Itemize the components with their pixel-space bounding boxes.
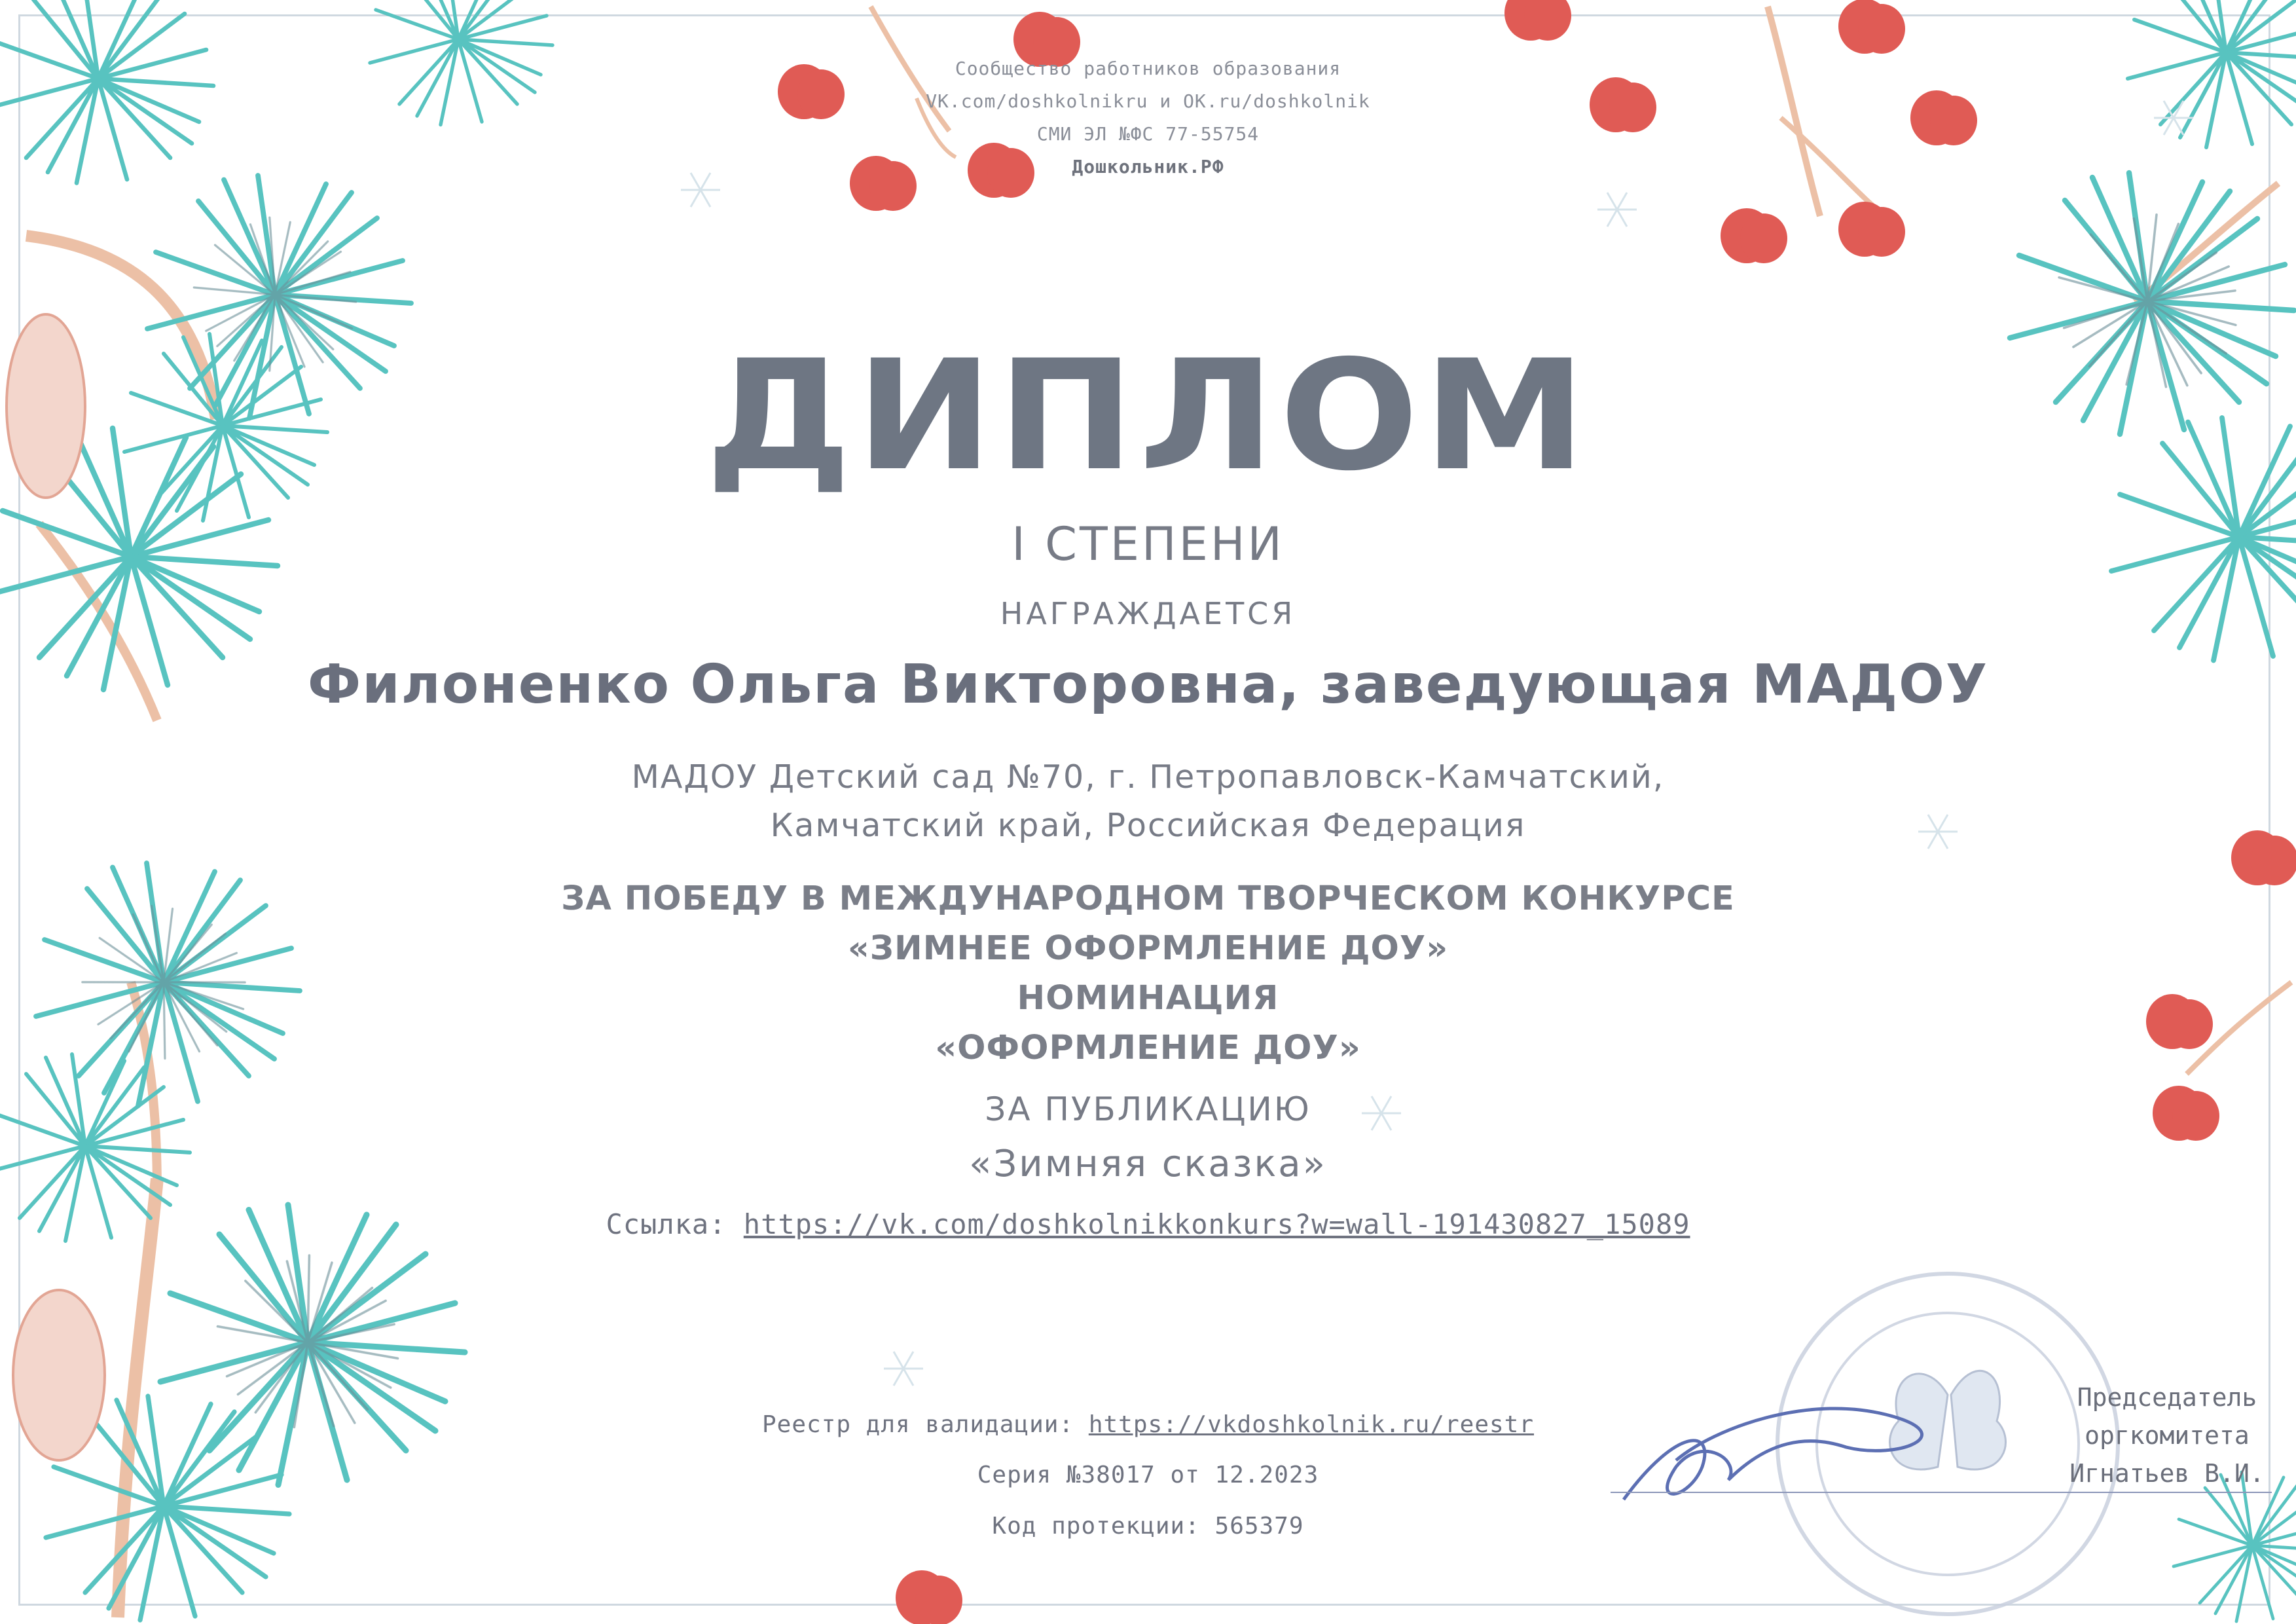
publication-url[interactable]: https://vk.com/doshkolnikkonkurs?w=wall-191430827_15089 xyxy=(743,1208,1690,1240)
header-site: Дошкольник.РФ xyxy=(1072,156,1224,177)
organization-line-2: Камчатский край, Российская Федерация xyxy=(770,807,1526,844)
series-number: Серия №38017 от 12.2023 xyxy=(977,1462,1319,1488)
contest-line-3: НОМИНАЦИЯ xyxy=(1017,979,1279,1018)
header-social-links: VK.com/doshkolnikru и OK.ru/doshkolnik xyxy=(926,90,1370,112)
chair-title-1: Председатель xyxy=(2077,1383,2257,1412)
registry-label: Реестр для валидации: xyxy=(761,1411,1074,1438)
protection-code: Код протекции: 565379 xyxy=(992,1513,1304,1540)
header-community: Сообщество работников образования xyxy=(955,58,1341,79)
organization-line-1: МАДОУ Детский сад №70, г. Петропавловск-Камчатский, xyxy=(631,758,1665,796)
chairman-block xyxy=(2056,1378,2278,1492)
diploma-degree: I СТЕПЕНИ xyxy=(1011,517,1285,571)
chair-name: Игнатьев В.И. xyxy=(2069,1459,2265,1488)
signature xyxy=(1624,1409,1922,1500)
diploma-title: ДИПЛОМ xyxy=(705,327,1591,504)
contest-line-1: ЗА ПОБЕДУ В МЕЖДУНАРОДНОМ ТВОРЧЕСКОМ КОНКУРСЕ xyxy=(561,879,1735,918)
contest-line-2: «ЗИМНЕЕ ОФОРМЛЕНИЕ ДОУ» xyxy=(847,929,1449,968)
header-media-license: СМИ ЭЛ №ФС 77-55754 xyxy=(1036,123,1260,145)
chair-title-2: оргкомитета xyxy=(2085,1421,2250,1450)
publication-label: ЗА ПУБЛИКАЦИЮ xyxy=(985,1090,1311,1128)
awarded-label: НАГРАЖДАЕТСЯ xyxy=(1000,596,1296,631)
registry-url[interactable]: https://vkdoshkolnik.ru/reestr xyxy=(1088,1411,1535,1438)
link-label: Ссылка: xyxy=(606,1208,727,1240)
publication-title: «Зимняя сказка» xyxy=(969,1143,1327,1185)
recipient-name: Филоненко Ольга Викторовна, заведующая МАДОУ xyxy=(307,654,1989,716)
contest-line-4: «ОФОРМЛЕНИЕ ДОУ» xyxy=(935,1029,1361,1067)
